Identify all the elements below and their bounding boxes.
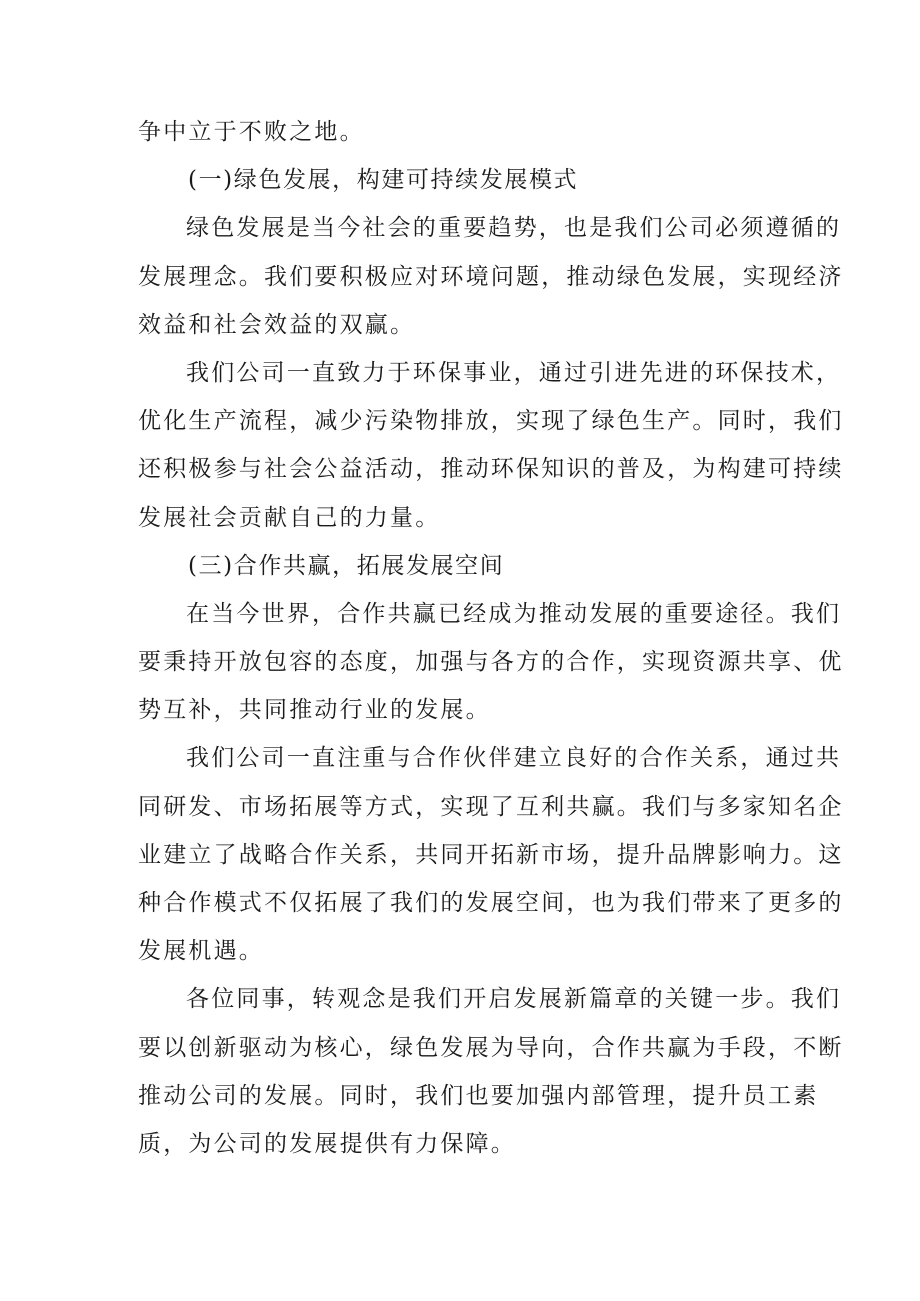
paragraph-first-line: 各位同事，转观念是我们开启发展新篇章的关键一步。我们 [186,986,842,1013]
paragraph-first-line: 我们公司一直注重与合作伙伴建立良好的合作关系，通过共 [186,745,842,772]
text-line: 质，为公司的发展提供有力保障。 [138,1130,516,1157]
section-heading-green-development: (一)绿色发展，构建可持续发展模式 [188,167,579,194]
text-line: 优化生产流程，减少污染物排放，实现了绿色生产。同时，我们 [138,408,844,435]
text-line: 还积极参与社会公益活动，推动环保知识的普及，为构建可持续 [138,456,844,483]
paragraph-first-line: 在当今世界，合作共赢已经成为推动发展的重要途径。我们 [186,600,842,627]
text-line: 效益和社会效益的双赢。 [138,311,416,338]
text-line: 要秉持开放包容的态度，加强与各方的合作，实现资源共享、优 [138,649,844,676]
paragraph-first-line: 绿色发展是当今社会的重要趋势，也是我们公司必须遵循的 [186,215,842,242]
document-body [138,108,844,1168]
text-line: 要以创新驱动为核心，绿色发展为导向，合作共赢为手段，不断 [138,1034,844,1061]
text-line: 种合作模式不仅拓展了我们的发展空间，也为我们带来了更多的 [138,890,844,916]
text-line: 发展理念。我们要积极应对环境问题，推动绿色发展，实现经济 [138,263,844,290]
text-line: 同研发、市场拓展等方式，实现了互利共赢。我们与多家知名企 [138,793,844,820]
text-line: 发展机遇。 [138,938,264,965]
section-heading-cooperation: (三)合作共赢，拓展发展空间 [188,552,505,579]
text-line: 势互补，共同推动行业的发展。 [138,697,491,724]
paragraph-first-line: 我们公司一直致力于环保事业，通过引进先进的环保技术， [186,359,842,386]
text-line: 推动公司的发展。同时，我们也要加强内部管理，提升员工素 [138,1082,819,1109]
text-line: 发展社会贡献自己的力量。 [138,504,441,531]
text-line: 争中立于不败之地。 [138,119,365,145]
text-line: 业建立了战略合作关系，共同开拓新市场，提升品牌影响力。这 [138,841,844,868]
